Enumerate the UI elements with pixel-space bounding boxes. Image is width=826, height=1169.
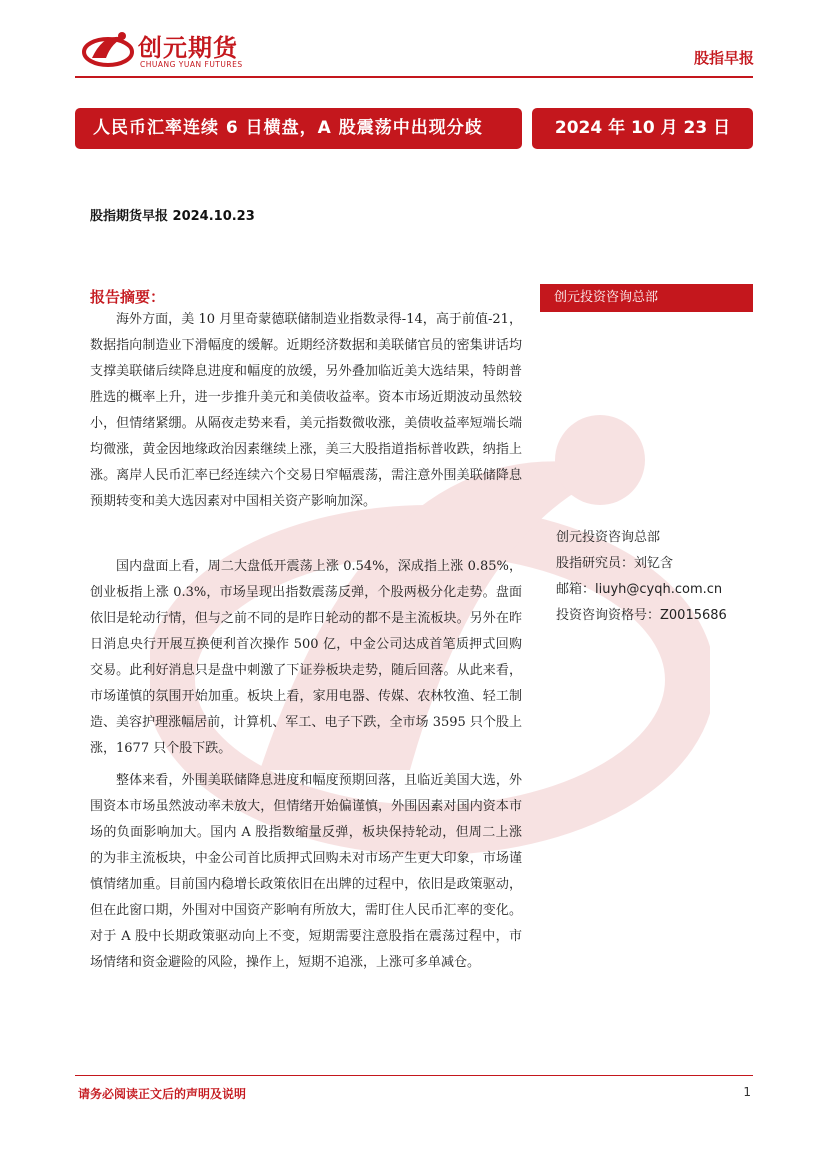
report-date: 2024 年 10 月 23 日	[532, 108, 753, 149]
abstract-paragraph-overseas	[90, 307, 522, 515]
footer-divider	[75, 1075, 753, 1076]
paragraph-text: 海外方面，美 10 月里奇蒙德联储制造业指数录得-14，高于前值-21，数据指向制造业下滑幅度的缓解。近期经济数据和美联储官员的密集讲话均支撑美联储后续降息进度和幅度的放缓，另外叠加临近美大选结果，特朗普胜选的概率上升，进一步推升美元和美债收益率。资本市场近期波动虽然较小，但情绪紧绷。从隔夜走势来看，美元指数微收涨，美债收益率短端长端均微涨，黄金因地缘政治因素继续上涨，美三大股指道指标普收跌，纳指上涨。离岸人民币汇率已经连续六个交易日窄幅震荡，需注意外围美联储降息预期转变和美大选因素对中国相关资产影响加深。	[90, 312, 522, 509]
contact-email: 邮箱：liuyh@cyqh.com.cn	[556, 582, 723, 597]
analyst-contact	[556, 525, 727, 629]
page-header	[0, 0, 826, 80]
contact-researcher: 股指研究员：刘钇含	[556, 556, 674, 571]
logo-text-en: CHUANG YUAN FUTURES	[140, 60, 243, 69]
page-number: 1	[743, 1085, 751, 1099]
department-box: 创元投资咨询总部	[540, 284, 753, 312]
contact-license: 投资咨询资格号：Z0015686	[556, 608, 727, 623]
abstract-heading: 报告摘要：	[90, 288, 166, 306]
report-subtitle: 股指期货早报 2024.10.23	[90, 209, 255, 224]
report-type-label: 股指早报	[693, 49, 754, 67]
abstract-paragraph-summary	[90, 768, 522, 976]
company-logo	[82, 26, 252, 76]
disclaimer-note: 请务必阅读正文后的声明及说明	[78, 1087, 247, 1101]
paragraph-text: 国内盘面上看，周二大盘低开震荡上涨 0.54%，深成指上涨 0.85%，创业板指上涨 0.3%，市场呈现出指数震荡反弹，个股两极分化走势。盘面依旧是轮动行情，但与之前不同的是昨日轮动的都不是主流板块。另外在昨日消息央行开展互换便利首次操作 500 亿，中金公司达成首笔质押式回购交易。此利好消息只是盘中刺激了下证券板块走势，随后回落。从此来看，市场谨慎的氛围开始加重。板块上看，家用电器、传媒、农林牧渔、轻工制造、美容护理涨幅居前，计算机、军工、电子下跌，全市场 3595 只个股上涨，1677 只个股下跌。	[90, 559, 522, 756]
header-divider	[75, 76, 753, 78]
abstract-paragraph-domestic	[90, 554, 522, 762]
paragraph-text: 整体来看，外围美联储降息进度和幅度预期回落，且临近美国大选，外围资本市场虽然波动率未放大，但情绪开始偏谨慎，外围因素对国内资本市场的负面影响加大。国内 A 股指数缩量反弹，板块保持轮动，但周二上涨的为非主流板块，中金公司首比质押式回购未对市场产生更大印象，市场谨慎情绪加重。目前国内稳增长政策依旧在出牌的过程中，依旧是政策驱动，但在此窗口期，外围对中国资产影响有所放大，需盯住人民币汇率的变化。对于 A 股中长期政策驱动向上不变，短期需要注意股指在震荡过程中，市场情绪和资金避险的风险，操作上，短期不追涨，上涨可多单减仓。	[90, 773, 522, 970]
contact-dept: 创元投资咨询总部	[556, 530, 661, 545]
report-title: 人民币汇率连续 6 日横盘，A 股震荡中出现分歧	[75, 108, 522, 149]
logo-text-cn: 创元期货	[138, 34, 238, 62]
logo-mark-icon	[82, 28, 134, 70]
